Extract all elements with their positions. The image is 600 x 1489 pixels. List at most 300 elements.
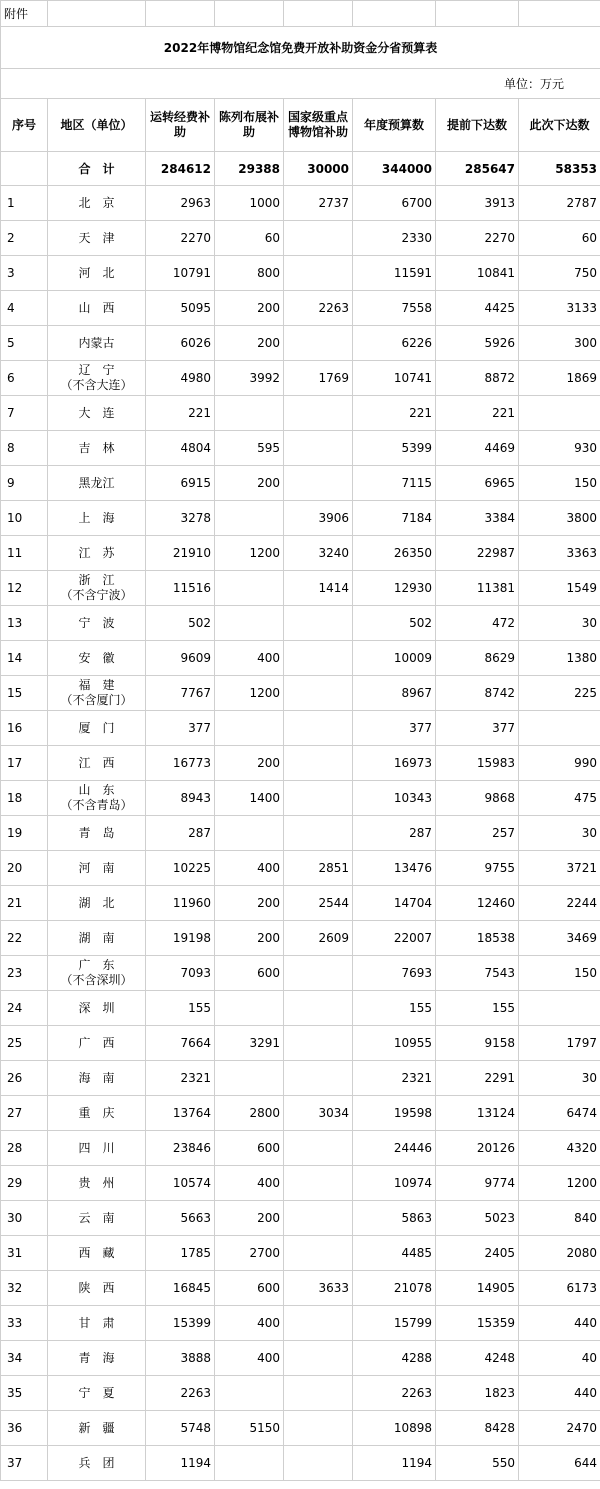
cell-index: 22	[1, 921, 48, 956]
header-current-issued: 此次下达数	[519, 99, 600, 152]
region-name: 广 东	[78, 958, 115, 972]
cell-operating: 7093	[146, 956, 215, 991]
cell-pre-issued: 14905	[436, 1271, 519, 1306]
cell-pre-issued: 4425	[436, 291, 519, 326]
cell-national-key	[284, 431, 353, 466]
title-row	[1, 27, 600, 69]
cell-pre-issued: 7543	[436, 956, 519, 991]
cell-region	[48, 361, 146, 396]
cell-exhibition: 200	[215, 921, 284, 956]
cell-operating: 5748	[146, 1411, 215, 1446]
cell-national-key	[284, 641, 353, 676]
region-name: 河 北	[78, 265, 115, 280]
cell-current-issued: 644	[519, 1446, 600, 1481]
cell-exhibition	[215, 1061, 284, 1096]
cell-pre-issued: 9158	[436, 1026, 519, 1061]
cell-current-issued: 3133	[519, 291, 600, 326]
header-national-key: 国家级重点博物馆补助	[284, 99, 353, 152]
cell-current-issued: 1549	[519, 571, 600, 606]
cell-operating: 5663	[146, 1201, 215, 1236]
cell-current-issued: 990	[519, 746, 600, 781]
cell-annual-budget: 8967	[353, 676, 436, 711]
cell-current-issued: 475	[519, 781, 600, 816]
region-name: 新 疆	[78, 1420, 115, 1435]
cell-national-key	[284, 1166, 353, 1201]
cell-index: 26	[1, 1061, 48, 1096]
cell-index: 5	[1, 326, 48, 361]
cell-annual-budget: 26350	[353, 536, 436, 571]
cell-pre-issued: 9868	[436, 781, 519, 816]
cell-national-key	[284, 1376, 353, 1411]
cell-national-key	[284, 221, 353, 256]
cell-operating: 5095	[146, 291, 215, 326]
cell-operating: 10791	[146, 256, 215, 291]
table-row	[1, 186, 600, 221]
cell-region	[48, 1376, 146, 1411]
cell-region	[48, 676, 146, 711]
cell-region	[48, 1131, 146, 1166]
region-name: 浙 江	[78, 573, 115, 587]
cell-pre-issued: 15983	[436, 746, 519, 781]
cell-annual-budget: 13476	[353, 851, 436, 886]
table-row	[1, 501, 600, 536]
cell-index: 9	[1, 466, 48, 501]
cell-pre-issued: 2405	[436, 1236, 519, 1271]
attachment-label: 附件	[1, 1, 48, 27]
table-row	[1, 571, 600, 606]
cell-current-issued: 40	[519, 1341, 600, 1376]
cell-operating: 2270	[146, 221, 215, 256]
cell-exhibition: 1200	[215, 536, 284, 571]
cell-pre-issued: 9774	[436, 1166, 519, 1201]
region-name: 上 海	[78, 510, 115, 525]
cell-index: 21	[1, 886, 48, 921]
cell-operating: 2963	[146, 186, 215, 221]
region-note: （不含宁波）	[60, 588, 133, 602]
cell-index: 11	[1, 536, 48, 571]
cell-national-key: 3240	[284, 536, 353, 571]
cell-pre-issued: 6965	[436, 466, 519, 501]
cell-annual-budget: 5863	[353, 1201, 436, 1236]
cell-region	[48, 396, 146, 431]
region-name: 安 徽	[78, 650, 115, 665]
table-row	[1, 1026, 600, 1061]
cell-national-key: 1769	[284, 361, 353, 396]
table-row	[1, 816, 600, 851]
table-row	[1, 606, 600, 641]
cell-annual-budget: 4288	[353, 1341, 436, 1376]
region-name: 北 京	[78, 195, 115, 210]
region-name: 河 南	[78, 860, 115, 875]
cell-national-key	[284, 326, 353, 361]
cell-annual-budget: 11591	[353, 256, 436, 291]
empty-cell	[284, 1, 353, 27]
cell-current-issued: 6173	[519, 1271, 600, 1306]
table-row	[1, 221, 600, 256]
cell-index: 14	[1, 641, 48, 676]
cell-operating: 2263	[146, 1376, 215, 1411]
region-name: 厦 门	[78, 720, 115, 735]
attachment-row	[1, 1, 600, 27]
cell-operating: 7664	[146, 1026, 215, 1061]
cell-region	[48, 466, 146, 501]
cell-region	[48, 291, 146, 326]
region-name: 山 西	[78, 300, 115, 315]
cell-region	[48, 746, 146, 781]
cell-exhibition	[215, 606, 284, 641]
cell-pre-issued: 2291	[436, 1061, 519, 1096]
region-name: 湖 北	[78, 895, 115, 910]
cell-operating: 23846	[146, 1131, 215, 1166]
cell-national-key	[284, 711, 353, 746]
table-row	[1, 1236, 600, 1271]
cell-pre-issued: 5926	[436, 326, 519, 361]
cell-current-issued: 225	[519, 676, 600, 711]
cell-operating: 6026	[146, 326, 215, 361]
cell-pre-issued: 13124	[436, 1096, 519, 1131]
cell-region	[48, 1411, 146, 1446]
cell-annual-budget: 287	[353, 816, 436, 851]
cell-annual-budget: 6226	[353, 326, 436, 361]
empty-cell	[353, 1, 436, 27]
cell-exhibition: 200	[215, 886, 284, 921]
cell-region	[48, 1236, 146, 1271]
table-row	[1, 1376, 600, 1411]
cell-annual-budget: 21078	[353, 1271, 436, 1306]
table-row	[1, 1061, 600, 1096]
empty-cell	[1, 152, 48, 186]
cell-national-key: 3034	[284, 1096, 353, 1131]
cell-national-key	[284, 1026, 353, 1061]
table-row	[1, 1271, 600, 1306]
total-national-key: 30000	[284, 152, 353, 186]
cell-exhibition: 1000	[215, 186, 284, 221]
cell-operating: 11960	[146, 886, 215, 921]
cell-region	[48, 1096, 146, 1131]
cell-current-issued: 3800	[519, 501, 600, 536]
total-label: 合 计	[48, 152, 146, 186]
unit-row	[1, 69, 600, 99]
total-exhibition: 29388	[215, 152, 284, 186]
cell-index: 27	[1, 1096, 48, 1131]
cell-current-issued: 6474	[519, 1096, 600, 1131]
total-annual-budget: 344000	[353, 152, 436, 186]
cell-national-key	[284, 1236, 353, 1271]
table-row	[1, 1131, 600, 1166]
cell-annual-budget: 14704	[353, 886, 436, 921]
cell-pre-issued: 4248	[436, 1341, 519, 1376]
cell-exhibition	[215, 991, 284, 1026]
cell-index: 32	[1, 1271, 48, 1306]
cell-annual-budget: 2321	[353, 1061, 436, 1096]
region-name: 江 西	[78, 755, 115, 770]
cell-region	[48, 606, 146, 641]
cell-exhibition: 3291	[215, 1026, 284, 1061]
cell-national-key	[284, 466, 353, 501]
region-name: 大 连	[78, 405, 115, 420]
cell-national-key	[284, 816, 353, 851]
cell-national-key	[284, 256, 353, 291]
region-name: 湖 南	[78, 930, 115, 945]
cell-exhibition: 600	[215, 1271, 284, 1306]
header-annual-budget: 年度预算数	[353, 99, 436, 152]
cell-index: 31	[1, 1236, 48, 1271]
cell-region	[48, 956, 146, 991]
cell-operating: 1785	[146, 1236, 215, 1271]
cell-operating: 7767	[146, 676, 215, 711]
cell-index: 12	[1, 571, 48, 606]
table-row	[1, 676, 600, 711]
cell-current-issued: 440	[519, 1306, 600, 1341]
cell-annual-budget: 7558	[353, 291, 436, 326]
header-exhibition: 陈列布展补助	[215, 99, 284, 152]
cell-operating: 4980	[146, 361, 215, 396]
cell-current-issued	[519, 711, 600, 746]
cell-annual-budget: 7115	[353, 466, 436, 501]
cell-current-issued: 30	[519, 606, 600, 641]
cell-current-issued: 30	[519, 1061, 600, 1096]
table-row	[1, 991, 600, 1026]
cell-index: 29	[1, 1166, 48, 1201]
region-name: 青 岛	[78, 825, 115, 840]
table-row	[1, 1306, 600, 1341]
cell-annual-budget: 221	[353, 396, 436, 431]
cell-current-issued: 750	[519, 256, 600, 291]
cell-exhibition	[215, 571, 284, 606]
cell-index: 7	[1, 396, 48, 431]
cell-annual-budget: 7184	[353, 501, 436, 536]
cell-exhibition: 200	[215, 291, 284, 326]
cell-index: 25	[1, 1026, 48, 1061]
cell-current-issued: 2080	[519, 1236, 600, 1271]
cell-index: 24	[1, 991, 48, 1026]
table-row	[1, 1446, 600, 1481]
region-name: 海 南	[78, 1070, 115, 1085]
cell-current-issued: 3721	[519, 851, 600, 886]
cell-current-issued	[519, 991, 600, 1026]
cell-annual-budget: 6700	[353, 186, 436, 221]
cell-exhibition: 400	[215, 1166, 284, 1201]
cell-annual-budget: 10741	[353, 361, 436, 396]
cell-exhibition: 200	[215, 746, 284, 781]
cell-annual-budget: 10955	[353, 1026, 436, 1061]
cell-index: 30	[1, 1201, 48, 1236]
cell-annual-budget: 10974	[353, 1166, 436, 1201]
cell-current-issued: 60	[519, 221, 600, 256]
cell-exhibition: 60	[215, 221, 284, 256]
cell-annual-budget: 5399	[353, 431, 436, 466]
cell-index: 37	[1, 1446, 48, 1481]
cell-index: 1	[1, 186, 48, 221]
table-row	[1, 886, 600, 921]
cell-index: 4	[1, 291, 48, 326]
cell-exhibition: 1400	[215, 781, 284, 816]
cell-pre-issued: 8742	[436, 676, 519, 711]
cell-current-issued: 840	[519, 1201, 600, 1236]
cell-index: 20	[1, 851, 48, 886]
region-name: 重 庆	[78, 1105, 115, 1120]
cell-pre-issued: 2270	[436, 221, 519, 256]
region-name: 辽 宁	[78, 363, 115, 377]
header-pre-issued: 提前下达数	[436, 99, 519, 152]
cell-region	[48, 1026, 146, 1061]
cell-current-issued: 30	[519, 816, 600, 851]
cell-region	[48, 326, 146, 361]
cell-region	[48, 1061, 146, 1096]
region-name: 贵 州	[78, 1175, 115, 1190]
cell-annual-budget: 19598	[353, 1096, 436, 1131]
cell-current-issued: 300	[519, 326, 600, 361]
cell-region	[48, 501, 146, 536]
cell-pre-issued: 257	[436, 816, 519, 851]
cell-index: 19	[1, 816, 48, 851]
cell-region	[48, 1271, 146, 1306]
cell-region	[48, 991, 146, 1026]
table-row	[1, 1166, 600, 1201]
cell-exhibition: 800	[215, 256, 284, 291]
cell-exhibition: 600	[215, 1131, 284, 1166]
cell-exhibition: 2700	[215, 1236, 284, 1271]
cell-current-issued: 4320	[519, 1131, 600, 1166]
unit-label: 单位：万元	[1, 69, 600, 99]
cell-region	[48, 1201, 146, 1236]
cell-index: 6	[1, 361, 48, 396]
cell-current-issued: 440	[519, 1376, 600, 1411]
cell-operating: 10225	[146, 851, 215, 886]
cell-annual-budget: 24446	[353, 1131, 436, 1166]
empty-cell	[436, 1, 519, 27]
region-name: 福 建	[78, 678, 115, 692]
cell-exhibition: 200	[215, 326, 284, 361]
cell-annual-budget: 10343	[353, 781, 436, 816]
cell-region	[48, 886, 146, 921]
cell-annual-budget: 377	[353, 711, 436, 746]
cell-exhibition: 3992	[215, 361, 284, 396]
cell-pre-issued: 18538	[436, 921, 519, 956]
cell-operating: 11516	[146, 571, 215, 606]
cell-pre-issued: 9755	[436, 851, 519, 886]
region-note: （不含青岛）	[60, 798, 133, 812]
cell-region	[48, 536, 146, 571]
cell-national-key	[284, 606, 353, 641]
cell-national-key	[284, 781, 353, 816]
table-row	[1, 746, 600, 781]
cell-region	[48, 711, 146, 746]
cell-region	[48, 1446, 146, 1481]
cell-pre-issued: 155	[436, 991, 519, 1026]
table-row	[1, 1201, 600, 1236]
table-row	[1, 851, 600, 886]
cell-index: 10	[1, 501, 48, 536]
table-row	[1, 466, 600, 501]
table-row	[1, 396, 600, 431]
total-row	[1, 152, 600, 186]
cell-exhibition	[215, 1446, 284, 1481]
cell-current-issued: 930	[519, 431, 600, 466]
cell-annual-budget: 16973	[353, 746, 436, 781]
cell-national-key: 2737	[284, 186, 353, 221]
cell-region	[48, 221, 146, 256]
region-name: 江 苏	[78, 545, 115, 560]
cell-operating: 377	[146, 711, 215, 746]
cell-annual-budget: 10898	[353, 1411, 436, 1446]
cell-exhibition: 400	[215, 851, 284, 886]
cell-national-key	[284, 1131, 353, 1166]
cell-annual-budget: 12930	[353, 571, 436, 606]
cell-national-key	[284, 676, 353, 711]
total-current-issued: 58353	[519, 152, 600, 186]
table-row	[1, 326, 600, 361]
cell-operating: 3278	[146, 501, 215, 536]
cell-current-issued: 1380	[519, 641, 600, 676]
cell-index: 35	[1, 1376, 48, 1411]
cell-national-key: 2851	[284, 851, 353, 886]
cell-pre-issued: 20126	[436, 1131, 519, 1166]
cell-annual-budget: 2330	[353, 221, 436, 256]
cell-index: 3	[1, 256, 48, 291]
cell-operating: 16773	[146, 746, 215, 781]
cell-operating: 9609	[146, 641, 215, 676]
region-name: 宁 波	[78, 615, 115, 630]
region-note: （不含厦门）	[60, 693, 133, 707]
table-row	[1, 536, 600, 571]
page-title: 2022年博物馆纪念馆免费开放补助资金分省预算表	[1, 27, 600, 69]
cell-pre-issued: 8428	[436, 1411, 519, 1446]
cell-pre-issued: 10841	[436, 256, 519, 291]
cell-annual-budget: 502	[353, 606, 436, 641]
cell-index: 13	[1, 606, 48, 641]
region-name: 云 南	[78, 1210, 115, 1225]
cell-pre-issued: 3913	[436, 186, 519, 221]
region-name: 深 圳	[78, 1000, 115, 1015]
header-index: 序号	[1, 99, 48, 152]
table-row	[1, 431, 600, 466]
cell-operating: 155	[146, 991, 215, 1026]
cell-index: 15	[1, 676, 48, 711]
cell-operating: 3888	[146, 1341, 215, 1376]
total-operating: 284612	[146, 152, 215, 186]
header-row	[1, 99, 600, 152]
cell-exhibition: 200	[215, 1201, 284, 1236]
table-row	[1, 256, 600, 291]
region-name: 宁 夏	[78, 1385, 115, 1400]
cell-operating: 287	[146, 816, 215, 851]
cell-pre-issued: 12460	[436, 886, 519, 921]
cell-operating: 15399	[146, 1306, 215, 1341]
cell-exhibition	[215, 1376, 284, 1411]
cell-current-issued: 2787	[519, 186, 600, 221]
empty-cell	[519, 1, 600, 27]
region-note: （不含深圳）	[60, 973, 133, 987]
table-row	[1, 956, 600, 991]
cell-national-key: 2263	[284, 291, 353, 326]
cell-pre-issued: 3384	[436, 501, 519, 536]
cell-national-key	[284, 1341, 353, 1376]
cell-index: 16	[1, 711, 48, 746]
cell-index: 33	[1, 1306, 48, 1341]
cell-operating: 13764	[146, 1096, 215, 1131]
region-name: 内蒙古	[78, 335, 115, 350]
table-row	[1, 781, 600, 816]
cell-region	[48, 781, 146, 816]
cell-exhibition: 1200	[215, 676, 284, 711]
cell-national-key	[284, 956, 353, 991]
table-row	[1, 361, 600, 396]
cell-national-key	[284, 1411, 353, 1446]
table-row	[1, 641, 600, 676]
cell-annual-budget: 155	[353, 991, 436, 1026]
cell-region	[48, 571, 146, 606]
